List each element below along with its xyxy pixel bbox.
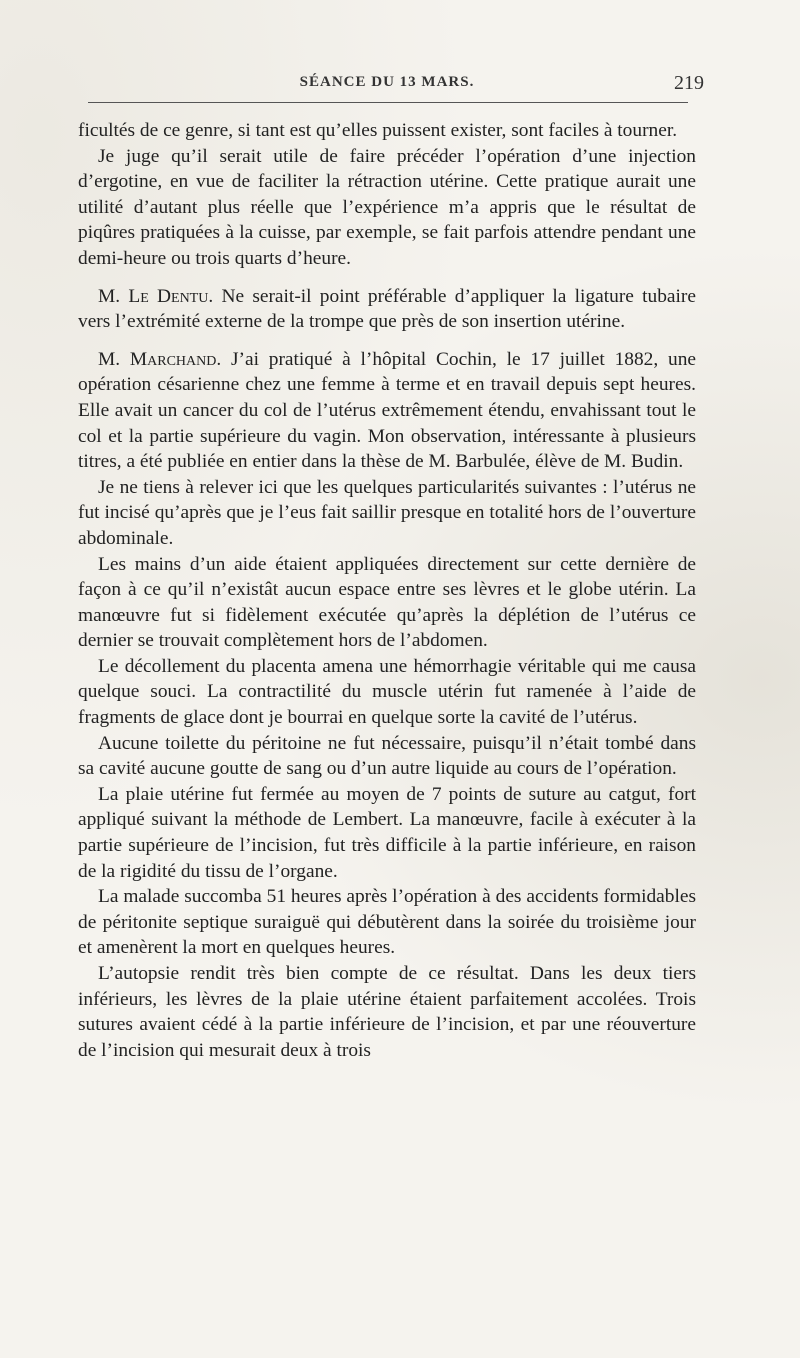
paragraph bbox=[78, 347, 696, 475]
paragraph bbox=[78, 884, 696, 961]
paragraph-text: J’ai pratiqué à l’hôpital Cochin, le 17 juillet 1882, une opération césarienne chez une femme à terme et en travail depuis sept heures. Elle avait un cancer du col de l’utérus extrêmement étendu, envahissant tout le col et la partie supérieure du vagin. Mon observation, intéressante à plusieurs titres, a été publiée en entier dans la thèse de M. Barbulée, élève de M. Budin. bbox=[78, 348, 696, 473]
paragraph bbox=[78, 118, 696, 144]
paragraph-text: L’autopsie rendit très bien compte de ce résultat. Dans les deux tiers inférieurs, les lèvres de la plaie utérine étaient parfaitement accolées. Trois sutures avaient cédé à la partie inférieure de l’incision, et par une réouverture de l’incision qui mesurait deux à trois bbox=[78, 963, 696, 1061]
body-text bbox=[78, 118, 696, 1063]
paragraph-text: La plaie utérine fut fermée au moyen de 7 points de suture au catgut, fort appliqué suivant la méthode de Lembert. La manœuvre, facile à exécuter à la partie supérieure de l’incision, fut très difficile à la partie inférieure, en raison de la rigidité du tissu de l’organe. bbox=[78, 783, 696, 882]
page-header bbox=[78, 72, 704, 98]
paragraph bbox=[78, 552, 696, 654]
paragraph-text: Le décollement du placenta amena une hémorrhagie véritable qui me causa quelque souci. La contractilité du muscle utérin fut ramenée à l’aide de fragments de glace dont je bourrai en quelque sorte la cavité de l’utérus. bbox=[78, 655, 696, 729]
paragraph bbox=[78, 782, 696, 884]
paragraph-text: Je juge qu’il serait utile de faire précéder l’opération d’une injection d’ergotine, en vue de faciliter la rétraction utérine. Cette pratique aurait une utilité d’autant plus réelle que l’expérience m’a appris que le résultat de piqûres pratiquées à la cuisse, par exemple, se fait parfois attendre pendant une demi-heure ou trois quarts d’heure. bbox=[78, 145, 696, 269]
paragraph bbox=[78, 731, 696, 782]
running-head: SÉANCE DU 13 MARS. bbox=[299, 74, 475, 90]
page-number: 219 bbox=[674, 72, 704, 94]
speaker-name: M. Le Dentu. bbox=[98, 285, 214, 307]
paragraph bbox=[78, 654, 696, 731]
paragraph-text: Aucune toilette du péritoine ne fut nécessaire, puisqu’il n’était tombé dans sa cavité aucune goutte de sang ou d’un autre liquide au cours de l’opération. bbox=[78, 732, 696, 780]
header-rule bbox=[88, 102, 688, 103]
paragraph bbox=[78, 475, 696, 552]
paragraph bbox=[78, 284, 696, 335]
paragraph-text: Les mains d’un aide étaient appliquées directement sur cette dernière de façon à ce qu’il n’existât aucun espace entre ses lèvres et le globe utérin. La manœuvre fut si fidèlement exécutée qu’après la déplétion de l’utérus ce dernier se trouvait complètement hors de l’abdomen. bbox=[78, 553, 696, 652]
paragraph-text: Ne serait-il point préférable d’appliquer la ligature tubaire vers l’extrémité externe de la trompe que près de son insertion utérine. bbox=[78, 285, 696, 333]
paragraph bbox=[78, 144, 696, 272]
paragraph-text: ficultés de ce genre, si tant est qu’elles puissent exister, sont faciles à tourner. bbox=[78, 120, 678, 141]
paragraph-text: Je ne tiens à relever ici que les quelques particularités suivantes : l’utérus ne fut incisé qu’après que je l’eus fait saillir presque en totalité hors de l’ouverture abdominale. bbox=[78, 476, 696, 549]
paragraph-text: La malade succomba 51 heures après l’opération à des accidents formidables de péritonite septique suraiguë qui débutèrent dans la soirée du troisième jour et amenèrent la mort en quelques heures. bbox=[78, 886, 696, 959]
paragraph bbox=[78, 961, 696, 1063]
speaker-name: M. Marchand. bbox=[98, 348, 222, 370]
